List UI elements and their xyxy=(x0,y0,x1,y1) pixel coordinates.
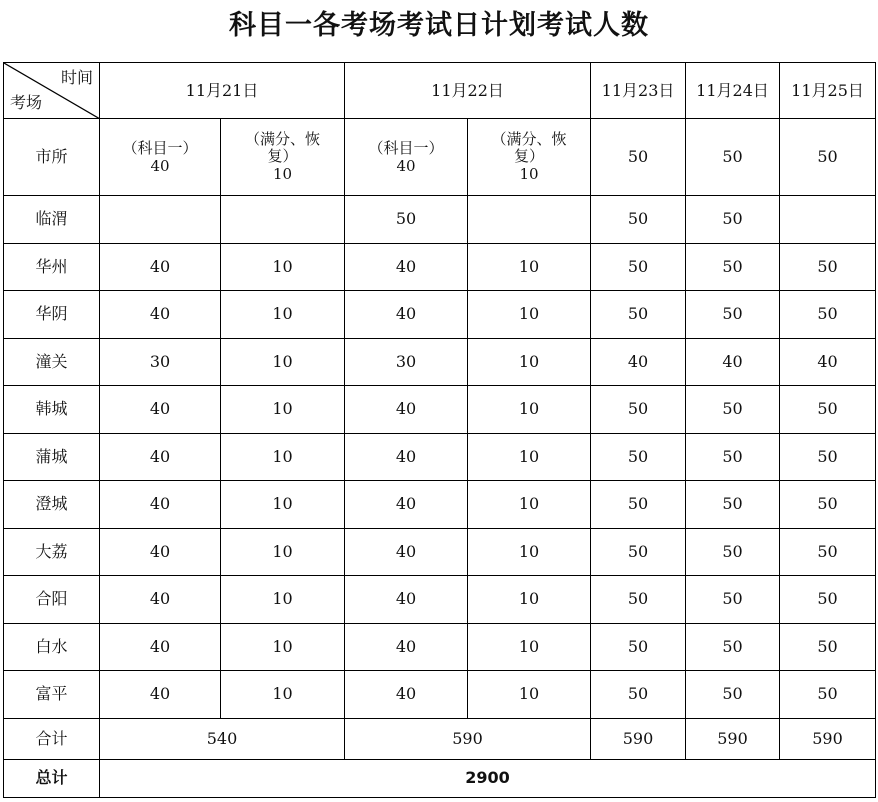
cell-nov23: 40 xyxy=(591,338,686,386)
cell-nov22-a: 40 xyxy=(345,433,468,481)
cell-nov22-a: 40 xyxy=(345,623,468,671)
cell-value: 10 xyxy=(272,165,293,183)
cell-nov21-a: 40 xyxy=(100,433,221,481)
cell-nov23: 50 xyxy=(591,481,686,529)
cell-nov22-a: 40 xyxy=(345,528,468,576)
cell-nov25: 50 xyxy=(780,528,876,576)
venue-cell: 华州 xyxy=(4,243,100,291)
cell-nov22-a: 40 xyxy=(345,671,468,719)
cell-sublabel: （满分、恢复） xyxy=(491,130,567,165)
venue-cell: 潼关 xyxy=(4,338,100,386)
cell-nov21-a: 40 xyxy=(100,623,221,671)
cell-nov21-a: 40 xyxy=(100,671,221,719)
cell-nov22-a: 40 xyxy=(345,481,468,529)
cell-nov22-b: 10 xyxy=(468,243,591,291)
cell-sublabel: （满分、恢复） xyxy=(245,130,321,165)
cell-nov22-a: 40 xyxy=(345,576,468,624)
cell-nov22-subject-one xyxy=(345,119,468,196)
cell-nov22-b: 10 xyxy=(468,671,591,719)
cell-nov25: 50 xyxy=(780,433,876,481)
table-row xyxy=(4,671,876,719)
cell-nov21-a: 30 xyxy=(100,338,221,386)
cell-nov21-b: 10 xyxy=(221,576,345,624)
date-header-nov21: 11月21日 xyxy=(100,63,345,119)
cell-nov22-b: 10 xyxy=(468,623,591,671)
cell-nov24: 50 xyxy=(686,576,780,624)
page-title: 科目一各考场考试日计划考试人数 xyxy=(229,10,649,41)
cell-nov25 xyxy=(780,196,876,244)
cell-nov22-b: 10 xyxy=(468,291,591,339)
cell-nov24: 50 xyxy=(686,481,780,529)
table-row xyxy=(4,528,876,576)
cell-nov22-b: 10 xyxy=(468,576,591,624)
cell-nov24: 50 xyxy=(686,291,780,339)
cell-nov23: 50 xyxy=(591,386,686,434)
total-value: 2900 xyxy=(100,759,876,797)
cell-nov23: 50 xyxy=(591,623,686,671)
subtotal-row xyxy=(4,718,876,759)
cell-nov21-b: 10 xyxy=(221,671,345,719)
venue-cell: 韩城 xyxy=(4,386,100,434)
table-row xyxy=(4,481,876,529)
cell-nov21-b: 10 xyxy=(221,243,345,291)
cell-nov21-b xyxy=(221,196,345,244)
cell-nov21-b: 10 xyxy=(221,528,345,576)
cell-nov22-b xyxy=(468,196,591,244)
cell-nov21-b: 10 xyxy=(221,386,345,434)
cell-nov22-a: 40 xyxy=(345,243,468,291)
cell-nov22-b: 10 xyxy=(468,338,591,386)
venue-cell: 临渭 xyxy=(4,196,100,244)
cell-nov24: 50 xyxy=(686,528,780,576)
table-row xyxy=(4,338,876,386)
venue-cell: 蒲城 xyxy=(4,433,100,481)
cell-nov21-a: 40 xyxy=(100,481,221,529)
cell-nov23: 50 xyxy=(591,119,686,196)
cell-nov24: 50 xyxy=(686,386,780,434)
venue-cell: 澄城 xyxy=(4,481,100,529)
cell-nov24: 50 xyxy=(686,623,780,671)
cell-nov21-a: 40 xyxy=(100,291,221,339)
cell-nov24: 50 xyxy=(686,243,780,291)
corner-venue-label: 考场 xyxy=(10,93,43,112)
cell-nov21-b: 10 xyxy=(221,433,345,481)
cell-nov25: 50 xyxy=(780,481,876,529)
cell-nov25: 40 xyxy=(780,338,876,386)
date-header-nov22: 11月22日 xyxy=(345,63,591,119)
cell-nov23: 50 xyxy=(591,243,686,291)
venue-cell: 大荔 xyxy=(4,528,100,576)
cell-nov25: 50 xyxy=(780,243,876,291)
cell-nov22-a: 40 xyxy=(345,386,468,434)
cell-nov22-fullscore-restore xyxy=(468,119,591,196)
venue-cell: 合阳 xyxy=(4,576,100,624)
subtotal-nov21: 540 xyxy=(100,718,345,759)
subtotal-nov23: 590 xyxy=(591,718,686,759)
subtotal-nov24: 590 xyxy=(686,718,780,759)
corner-time-label: 时间 xyxy=(60,68,93,87)
cell-nov25: 50 xyxy=(780,386,876,434)
cell-value: 40 xyxy=(396,156,416,175)
cell-nov23: 50 xyxy=(591,196,686,244)
exam-schedule-table xyxy=(3,62,876,798)
date-header-nov25: 11月25日 xyxy=(780,63,876,119)
table-row xyxy=(4,196,876,244)
cell-sublabel: （科目一） xyxy=(122,138,198,157)
cell-nov25: 50 xyxy=(780,623,876,671)
cell-nov25: 50 xyxy=(780,671,876,719)
table-row xyxy=(4,386,876,434)
cell-nov21-a: 40 xyxy=(100,386,221,434)
cell-nov24: 50 xyxy=(686,119,780,196)
table-row xyxy=(4,576,876,624)
cell-nov23: 50 xyxy=(591,576,686,624)
cell-nov21-fullscore-restore xyxy=(221,119,345,196)
venue-cell: 华阴 xyxy=(4,291,100,339)
subtotal-nov22: 590 xyxy=(345,718,591,759)
cell-nov24: 50 xyxy=(686,433,780,481)
date-header-nov24: 11月24日 xyxy=(686,63,780,119)
cell-value: 40 xyxy=(150,156,170,175)
corner-header-cell xyxy=(4,63,100,119)
table-row-shiso xyxy=(4,119,876,196)
venue-cell: 白水 xyxy=(4,623,100,671)
cell-nov22-b: 10 xyxy=(468,433,591,481)
table-row xyxy=(4,291,876,339)
cell-nov25: 50 xyxy=(780,291,876,339)
table-row xyxy=(4,243,876,291)
cell-nov24: 40 xyxy=(686,338,780,386)
table-row xyxy=(4,623,876,671)
venue-cell: 富平 xyxy=(4,671,100,719)
date-header-nov23: 11月23日 xyxy=(591,63,686,119)
cell-value: 10 xyxy=(519,165,539,183)
cell-nov22-b: 10 xyxy=(468,481,591,529)
cell-nov21-subject-one xyxy=(100,119,221,196)
cell-nov21-a: 40 xyxy=(100,576,221,624)
cell-nov22-a: 50 xyxy=(345,196,468,244)
subtotal-nov25: 590 xyxy=(780,718,876,759)
cell-nov23: 50 xyxy=(591,528,686,576)
cell-nov22-a: 40 xyxy=(345,291,468,339)
venue-cell: 市所 xyxy=(4,119,100,196)
cell-nov25: 50 xyxy=(780,576,876,624)
cell-nov25: 50 xyxy=(780,119,876,196)
header-row xyxy=(4,63,876,119)
cell-nov21-a: 40 xyxy=(100,243,221,291)
cell-nov21-b: 10 xyxy=(221,291,345,339)
cell-nov21-b: 10 xyxy=(221,481,345,529)
cell-nov22-b: 10 xyxy=(468,386,591,434)
cell-nov21-b: 10 xyxy=(221,623,345,671)
cell-sublabel: （科目一） xyxy=(368,138,444,157)
cell-nov22-b: 10 xyxy=(468,528,591,576)
cell-nov23: 50 xyxy=(591,671,686,719)
cell-nov24: 50 xyxy=(686,196,780,244)
cell-nov23: 50 xyxy=(591,433,686,481)
subtotal-label: 合计 xyxy=(4,718,100,759)
cell-nov24: 50 xyxy=(686,671,780,719)
cell-nov21-a xyxy=(100,196,221,244)
table-row xyxy=(4,433,876,481)
total-row xyxy=(4,759,876,797)
cell-nov21-a: 40 xyxy=(100,528,221,576)
cell-nov22-a: 30 xyxy=(345,338,468,386)
cell-nov21-b: 10 xyxy=(221,338,345,386)
cell-nov23: 50 xyxy=(591,291,686,339)
total-label: 总计 xyxy=(4,759,100,797)
